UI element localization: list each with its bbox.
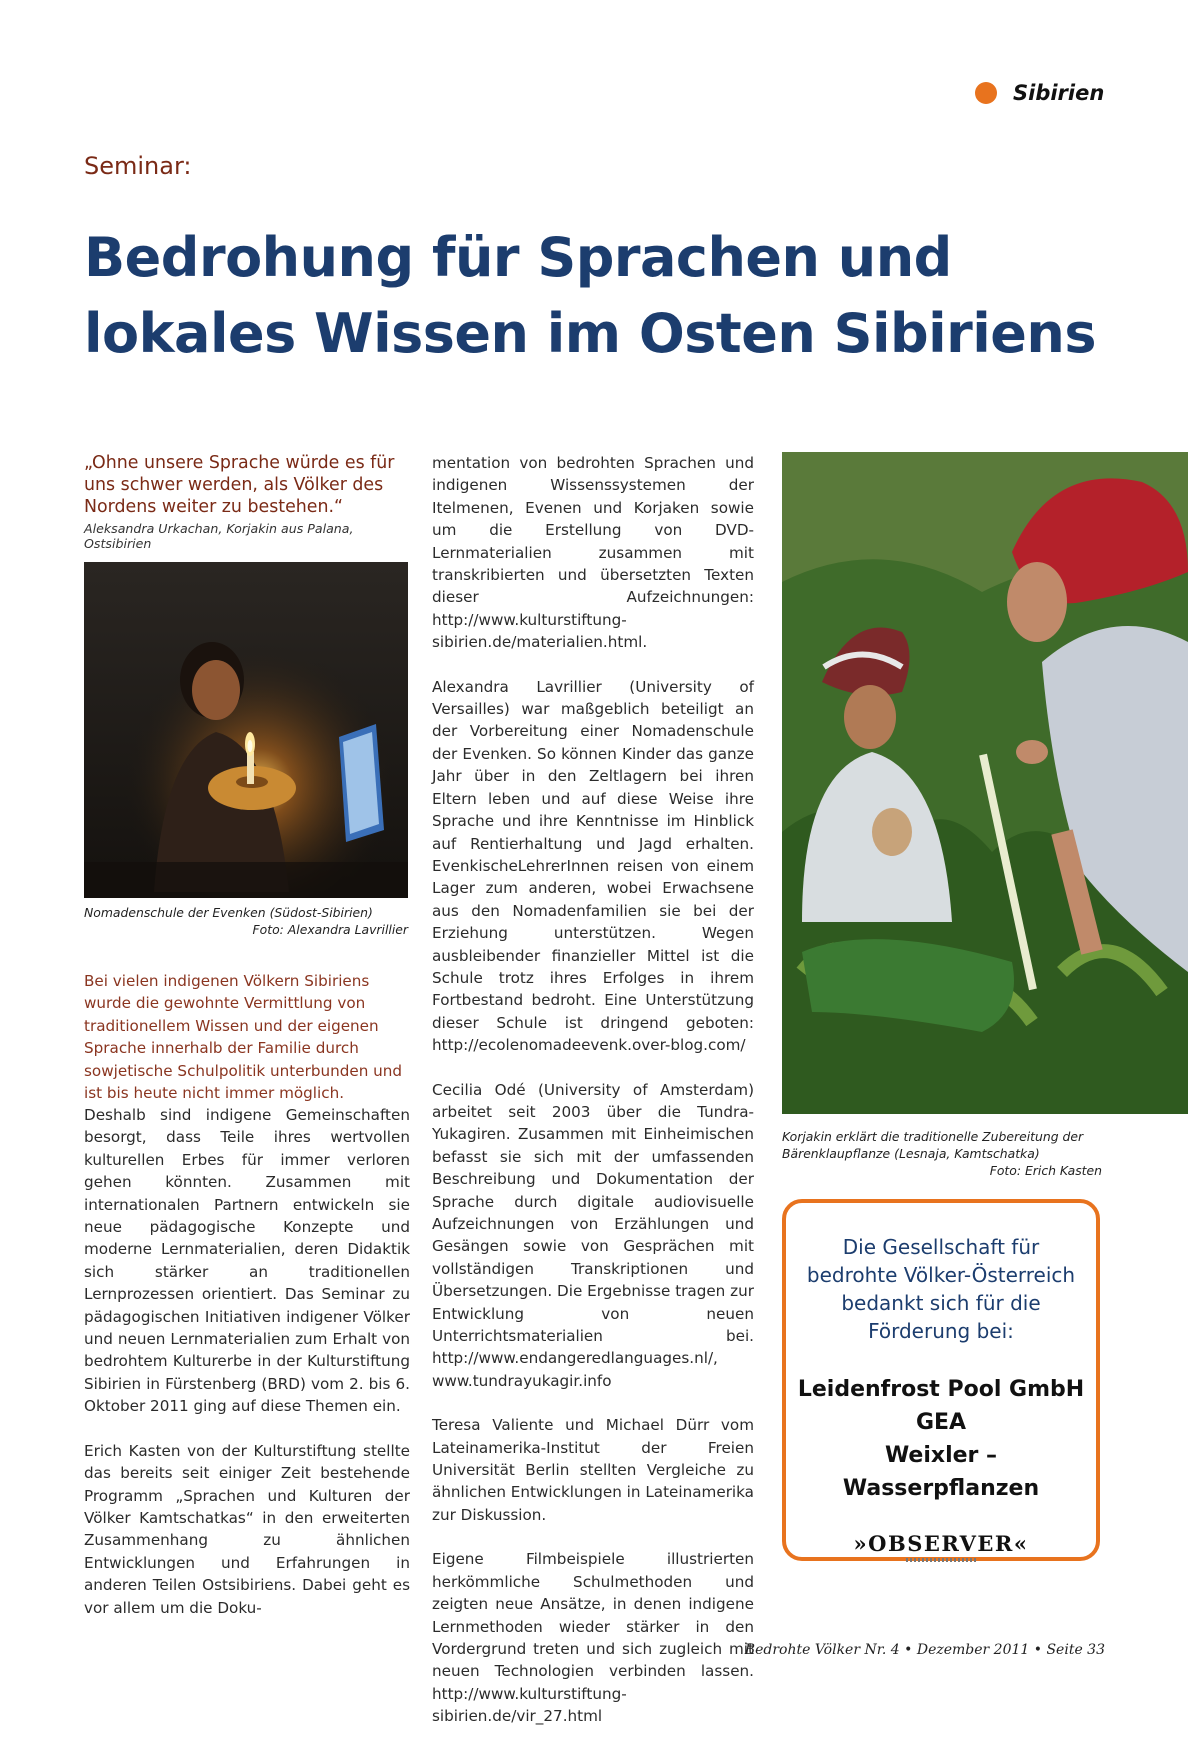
photo-credit: Foto: Alexandra Lavrillier [252,922,408,937]
sponsor-name: GEA [915,1410,967,1435]
photo-credit: Foto: Erich Kasten [989,1163,1102,1178]
pull-quote [84,452,410,551]
photo-caption-1 [84,904,408,938]
quote-source: Aleksandra Urkachan, Korjakin aus Palana, Ostsibirien [84,521,354,551]
photo-korjakin-plants [782,452,1188,1114]
quote-text: „Ohne unsere Sprache würde es für uns schwer werden, als Völker des Nordens weiter zu bestehen.“ [84,453,395,517]
paragraph: Eigene Filmbeispiele illustrierten herkömmliche Schulmethoden und zeigten neue Ansätze, in denen indigene Lernmethoden wieder stärker in den Vordergrund treten und sich zugleich mit neuen Technologien verbinden lassen. http://www.kulturstiftung-sibirien.de/vir_27.html [432,1550,754,1726]
paragraph: Teresa Valiente und Michael Dürr vom Lateinamerika-Institut der Freien Universität Berlin stellten Vergleiche zu ähnlichen Entwicklungen in Lateinamerika zur Diskussion. [432,1416,754,1524]
logo-underline [906,1558,976,1562]
sponsor-name: Weixler – Wasserpflanzen [842,1443,1040,1501]
paragraph: Alexandra Lavrillier (University of Versailles) war maßgeblich beteiligt an der Vorbereitung einer Nomadenschule der Evenken. So können Kinder das ganze Jahr über in den Zeltlagern bei ihren Eltern leben und auf diese Weise ihre Sprache und ihre Kenntnisse im Hinblick auf Rentierhaltung und Jagd erhalten. EvenkischeLehrerInnen reisen von einem Lager zum anderen, wobei Erwachsene aus den Nomadenfamilien sie bei der Erziehung unterstützen. Wegen ausbleibender finanzieller Mittel ist die Schule trotz ihres Erfolges in ihrem Fortbestand bedroht. Eine Unterstützung dieser Schule ist dringend geboten: http://ecolenomadeevenk.over-blog.com/ [432,677,754,1055]
paragraph: Erich Kasten von der Kulturstiftung stellte das bereits seit einiger Zeit bestehende Programm „Sprachen und Kulturen der Völker Kamtschatkas“ in den erweiterten Zusammenhang zu ähnlichen Entwicklungen und Erfahrungen in anderen Teilen Ostsibiriens. Dabei geht es vor allem um die Doku- [84,1441,410,1617]
paragraph: Cecilia Odé (University of Amsterdam) arbeitet seit 2003 über die Tundra-Yukagiren. Zusammen mit Einheimischen befasst sie sich mit der umfassenden Beschreibung und Dokumentation der Sprache durch digitale audiovisuelle Aufzeichnungen von Erzählungen und Gesängen sowie von Gesprächen mit vollständigen Transkriptionen und Übersetzungen. Die Ergebnisse tragen zur Entwicklung von neuen Unterrichtsmaterialien bei. http://www.endangeredlanguages.nl/, www.tundrayukagir.info [432,1080,754,1390]
photo-caption-2 [782,1128,1102,1179]
section-tag [975,78,1115,108]
sponsor-box [782,1199,1100,1561]
photo-nomad-school [84,562,408,898]
page-footer: Bedrohte Völker Nr. 4 • Dezember 2011 • Seite 33 [744,1642,1105,1658]
paragraph: mentation von bedrohten Sprachen und indigenen Wissenssystemen der Itelmenen, Evenen und Korjaken sowie um die Erstellung von DVD-Lernmaterialien zusammen mit transkribierten und übersetzten Texten dieser Aufzeichnungen: http://www.kulturstiftung-sibirien.de/materialien.html. [432,454,754,652]
column-1 [84,1104,410,1641]
caption-text: Nomadenschule der Evenken (Südost-Sibirien) [84,905,373,920]
kicker: Seminar: [84,152,192,180]
orange-dot-icon [975,82,997,104]
caption-text: Korjakin erklärt die traditionelle Zubereitung der Bärenklaupflanze (Lesnaja, Kamtschatka) [782,1129,1084,1161]
section-label: Sibirien [1013,81,1105,105]
sponsor-intro: Die Gesellschaft für bedrohte Völker-Österreich bedankt sich für die Förderung bei: [806,1235,1076,1343]
sponsor-name: Leidenfrost Pool GmbH [797,1377,1085,1402]
lead-paragraph: Bei vielen indigenen Völkern Sibiriens wurde die gewohnte Vermittlung von traditionellem Wissen und der eigenen Sprache innerhalb der Familie durch sowjetische Schulpolitik unterbunden und ist bis heute nicht immer möglich. [84,972,403,1103]
observer-logo-text: »OBSERVER« [853,1531,1029,1556]
page-title: Bedrohung für Sprachen und lokales Wissen im Osten Sibiriens [84,226,1096,365]
sponsor-list [786,1373,1096,1505]
column-2 [432,452,754,1750]
observer-logo [786,1531,1096,1562]
paragraph: Deshalb sind indigene Gemeinschaften besorgt, dass Teile ihres wertvollen kulturellen Erbes für immer verloren gehen könnten. Zusammen mit internationalen Partnern entwickeln sie neue pädagogische Konzepte und moderne Lernmaterialien, deren Didaktik sich stärker an traditionellen Lernprozessen orientiert. Das Seminar zu pädagogischen Initiativen indigener Völker und neuen Lernmaterialien zum Erhalt von bedrohtem Kulturerbe in der Kulturstiftung Sibirien in Fürstenberg (BRD) vom 2. bis 6. Oktober 2011 ging auf diese Themen ein. [84,1106,410,1416]
